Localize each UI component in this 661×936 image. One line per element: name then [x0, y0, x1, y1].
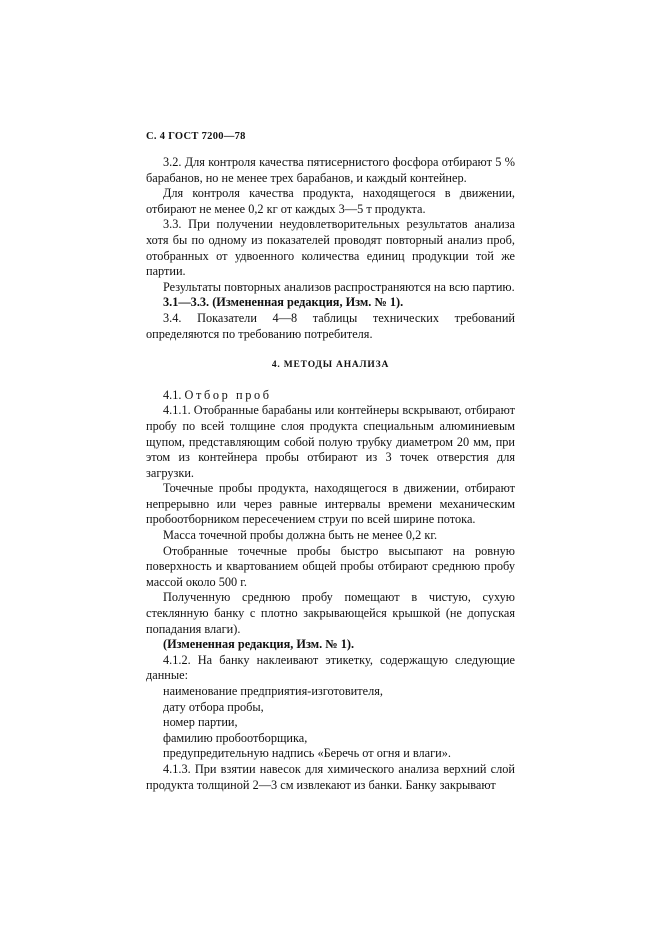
- section-title: 4. МЕТОДЫ АНАЛИЗА: [271, 360, 390, 371]
- document-body: [146, 155, 515, 793]
- list-item: номер партии,: [163, 715, 238, 730]
- subsection-heading: 4.1. Отбор проб: [163, 387, 272, 402]
- paragraph: 4.1.3. При взятии навесок для химического анализа верхний слой продукта толщиной 2—3 см извлекают из банки. Банку закрывают: [146, 761, 515, 792]
- amendment-note: (Измененная редакция, Изм. № 1).: [163, 637, 355, 652]
- paragraph: 4.1.2. На банку наклеивают этикетку, содержащую следующие данные:: [146, 652, 515, 683]
- list-item: наименование предприятия-изготовителя,: [163, 684, 383, 698]
- paragraph: 4.1.1. Отобранные барабаны или контейнеры вскрывают, отбирают пробу по всей толщине слоя продукта специальным алюминиевым щупом, представляющим собой полую трубку диаметром 20 мм, при этом из контейнера пробы отбирают из 3 точек отверстия для загрузки.: [146, 403, 515, 480]
- paragraph: 3.4. Показатели 4—8 таблицы технических требований определяются по требованию потребителя.: [146, 310, 515, 341]
- paragraph: Масса точечной пробы должна быть не менее 0,2 кг.: [163, 528, 438, 543]
- paragraph: Полученную среднюю пробу помещают в чистую, сухую стеклянную банку с плотно закрывающейся крышкой (не допуская попадания влаги).: [146, 590, 515, 636]
- paragraph: 3.2. Для контроля качества пятисернистого фосфора отбирают 5 % барабанов, но не менее трех барабанов, и каждый контейнер.: [146, 155, 515, 185]
- paragraph: Для контроля качества продукта, находящегося в движении, отбирают не менее 0,2 кг от каждых 3—5 т продукта.: [146, 186, 515, 216]
- list-item: фамилию пробоотборщика,: [163, 730, 308, 745]
- paragraph: Точечные пробы продукта, находящегося в движении, отбирают непрерывно или через равные интервалы времени механическим пробоотборником пересечением струи по всей ширине потока.: [146, 481, 515, 527]
- list-item: предупредительную надпись «Беречь от огня и влаги».: [163, 746, 451, 761]
- paragraph: 3.3. При получении неудовлетворительных результатов анализа хотя бы по одному из показателей проводят повторный анализ проб, отобранных от удвоенного количества единиц продукции той же партии.: [146, 217, 515, 279]
- page-header: С. 4 ГОСТ 7200—78: [146, 131, 246, 142]
- paragraph: Отобранные точечные пробы быстро высыпают на ровную поверхность и квартованием общей пробы отбирают среднюю пробу массой около 500 г.: [146, 543, 515, 589]
- paragraph: Результаты повторных анализов распространяются на всю партию.: [163, 279, 515, 294]
- list-item: дату отбора пробы,: [163, 699, 264, 714]
- amendment-note: 3.1—3.3. (Измененная редакция, Изм. № 1).: [163, 295, 404, 310]
